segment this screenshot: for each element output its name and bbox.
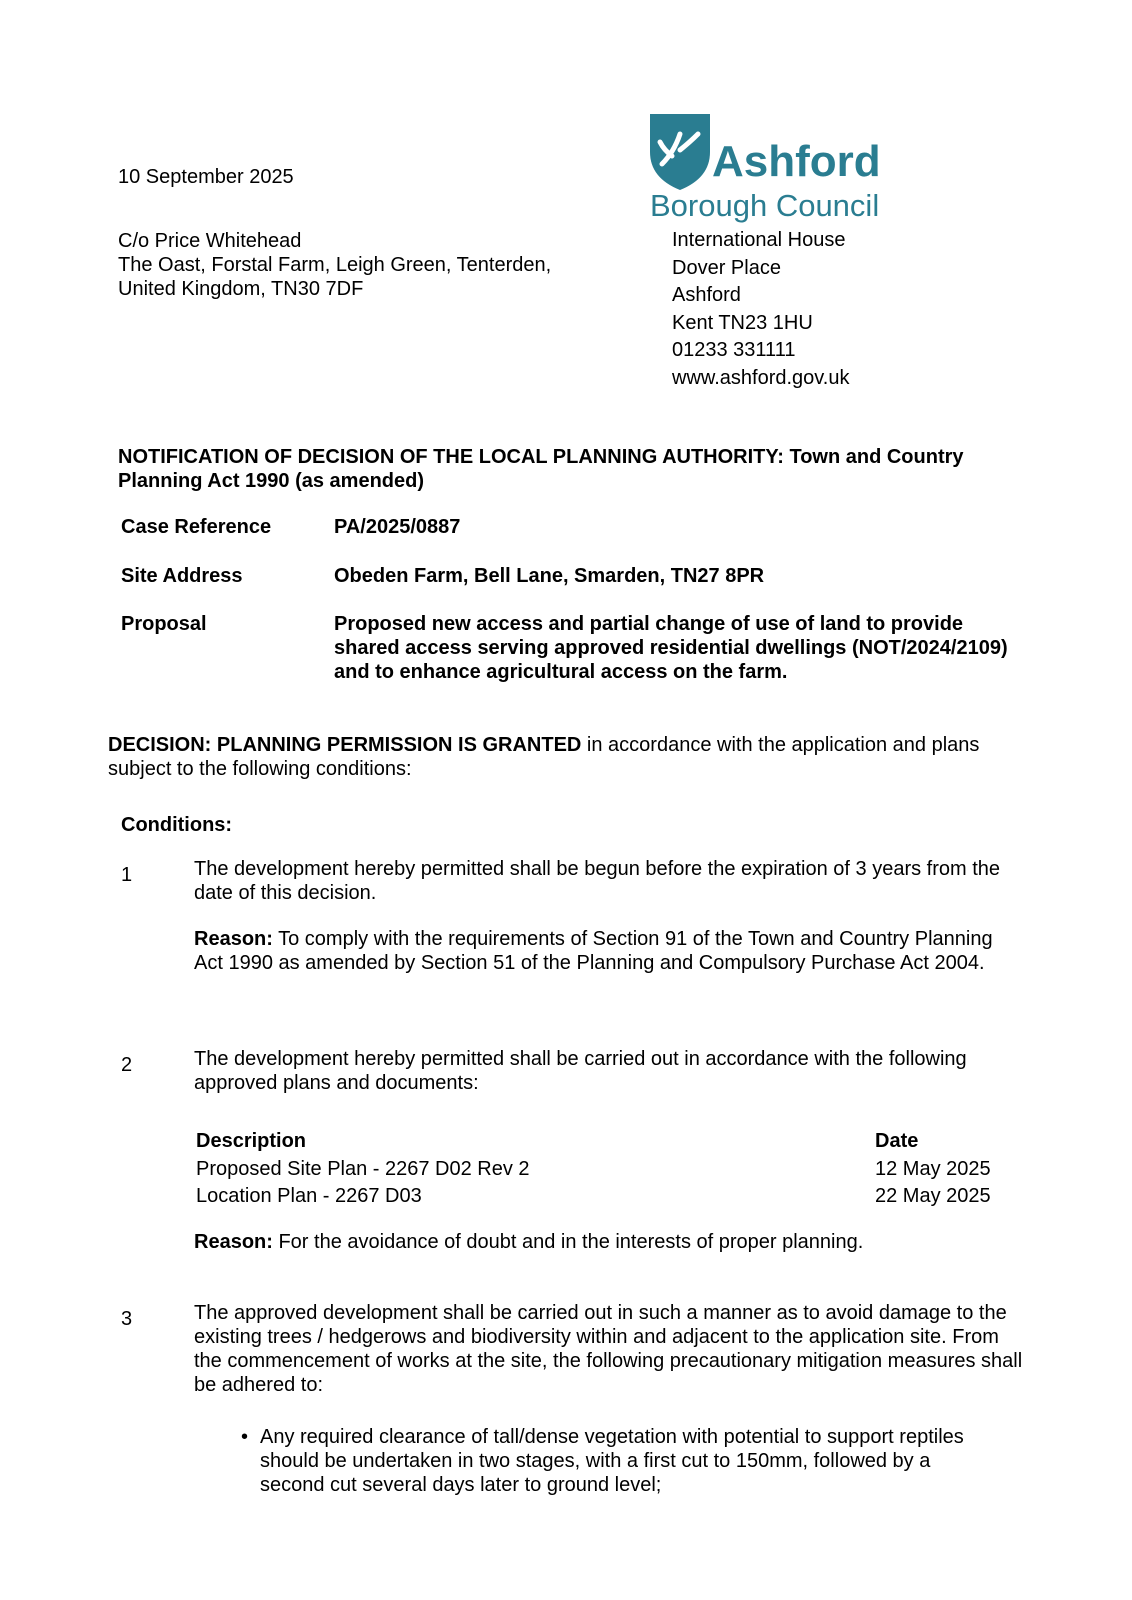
case-reference-label: Case Reference: [121, 516, 272, 538]
condition-number: 2: [121, 1054, 133, 1076]
site-address-label: Site Address: [121, 565, 243, 587]
recipient-line: C/o Price Whitehead: [118, 230, 302, 252]
case-reference-value: PA/2025/0887: [334, 516, 461, 538]
recipient-address: [118, 229, 551, 301]
list-item: [194, 1425, 994, 1497]
list-item-text: Any required clearance of tall/dense vegetation with potential to support reptiles should be undertaken in two stages, with a first cut to 150mm, followed by a second cut several days later to ground level;: [260, 1426, 964, 1496]
recipient-line: United Kingdom, TN30 7DF: [118, 278, 364, 300]
plan-description: Proposed Site Plan - 2267 D02 Rev 2: [196, 1157, 530, 1180]
council-website: www.ashford.gov.uk: [672, 366, 850, 389]
decision-statement: [108, 733, 1038, 781]
condition-number: 1: [121, 864, 133, 886]
condition-text: The development hereby permitted shall be begun before the expiration of 3 years from the date of this decision.: [194, 858, 1001, 904]
condition-text: The development hereby permitted shall be carried out in accordance with the following approved plans and documents:: [194, 1048, 967, 1094]
plan-date: 22 May 2025: [875, 1185, 991, 1207]
proposal-value: Proposed new access and partial change of use of land to provide shared access serving approved residential dwellings (NOT/2024/2109) and to enhance agricultural access on the farm.: [334, 613, 1008, 683]
plans-header-row: [196, 1128, 1000, 1156]
condition-reason: [194, 927, 1024, 975]
decision-text: in accordance with the application and plans subject to the following conditions:: [108, 734, 980, 780]
recipient-line: The Oast, Forstal Farm, Leigh Green, Tenterden,: [118, 254, 552, 276]
conditions-title: Conditions:: [121, 814, 233, 836]
council-logo: [650, 112, 900, 228]
reason-label: Reason:: [194, 928, 273, 950]
letter-date: 10 September 2025: [118, 166, 294, 188]
notification-heading: NOTIFICATION OF DECISION OF THE LOCAL PLANNING AUTHORITY: Town and Country Planning Act 1990 (as amended): [118, 446, 964, 492]
approved-plans-table: [196, 1128, 1000, 1211]
plans-header-description: Description: [196, 1130, 307, 1152]
site-address-value: Obeden Farm, Bell Lane, Smarden, TN27 8PR: [334, 565, 765, 587]
plans-header-date: Date: [875, 1130, 919, 1152]
council-phone: 01233 331111: [672, 339, 796, 361]
condition-reason: [194, 1230, 1024, 1254]
plan-date: 12 May 2025: [875, 1157, 991, 1180]
reason-label: Reason:: [194, 1231, 273, 1253]
council-address: [672, 227, 850, 392]
council-logo-graphic: [650, 112, 900, 228]
council-address-line: Ashford: [672, 284, 741, 306]
council-address-line: Dover Place: [672, 256, 781, 279]
table-row: [196, 1183, 1000, 1211]
reason-text: For the avoidance of doubt and in the interests of proper planning.: [272, 1231, 864, 1253]
mitigation-list: [194, 1425, 994, 1497]
bullet-icon: •: [241, 1426, 249, 1448]
logo-subtitle: Borough Council: [650, 188, 880, 223]
condition-text: The approved development shall be carried out in such a manner as to avoid damage to the existing trees / hedgerows and biodiversity within and adjacent to the application site. From the commencement of works at the site, the following precautionary mitigation measures shall be adhered to:: [194, 1302, 1023, 1396]
reason-text: To comply with the requirements of Section 91 of the Town and Country Planning Act 1990 as amended by Section 51 of the Planning and Compulsory Purchase Act 2004.: [194, 928, 993, 974]
condition-number: 3: [121, 1308, 133, 1330]
proposal-label: Proposal: [121, 613, 207, 635]
table-row: [196, 1156, 1000, 1184]
council-address-line: International House: [672, 229, 846, 251]
decision-label: DECISION: PLANNING PERMISSION IS GRANTED: [108, 734, 582, 756]
council-address-line: Kent TN23 1HU: [672, 311, 813, 334]
plan-description: Location Plan - 2267 D03: [196, 1185, 422, 1207]
logo-title: Ashford: [712, 137, 881, 186]
